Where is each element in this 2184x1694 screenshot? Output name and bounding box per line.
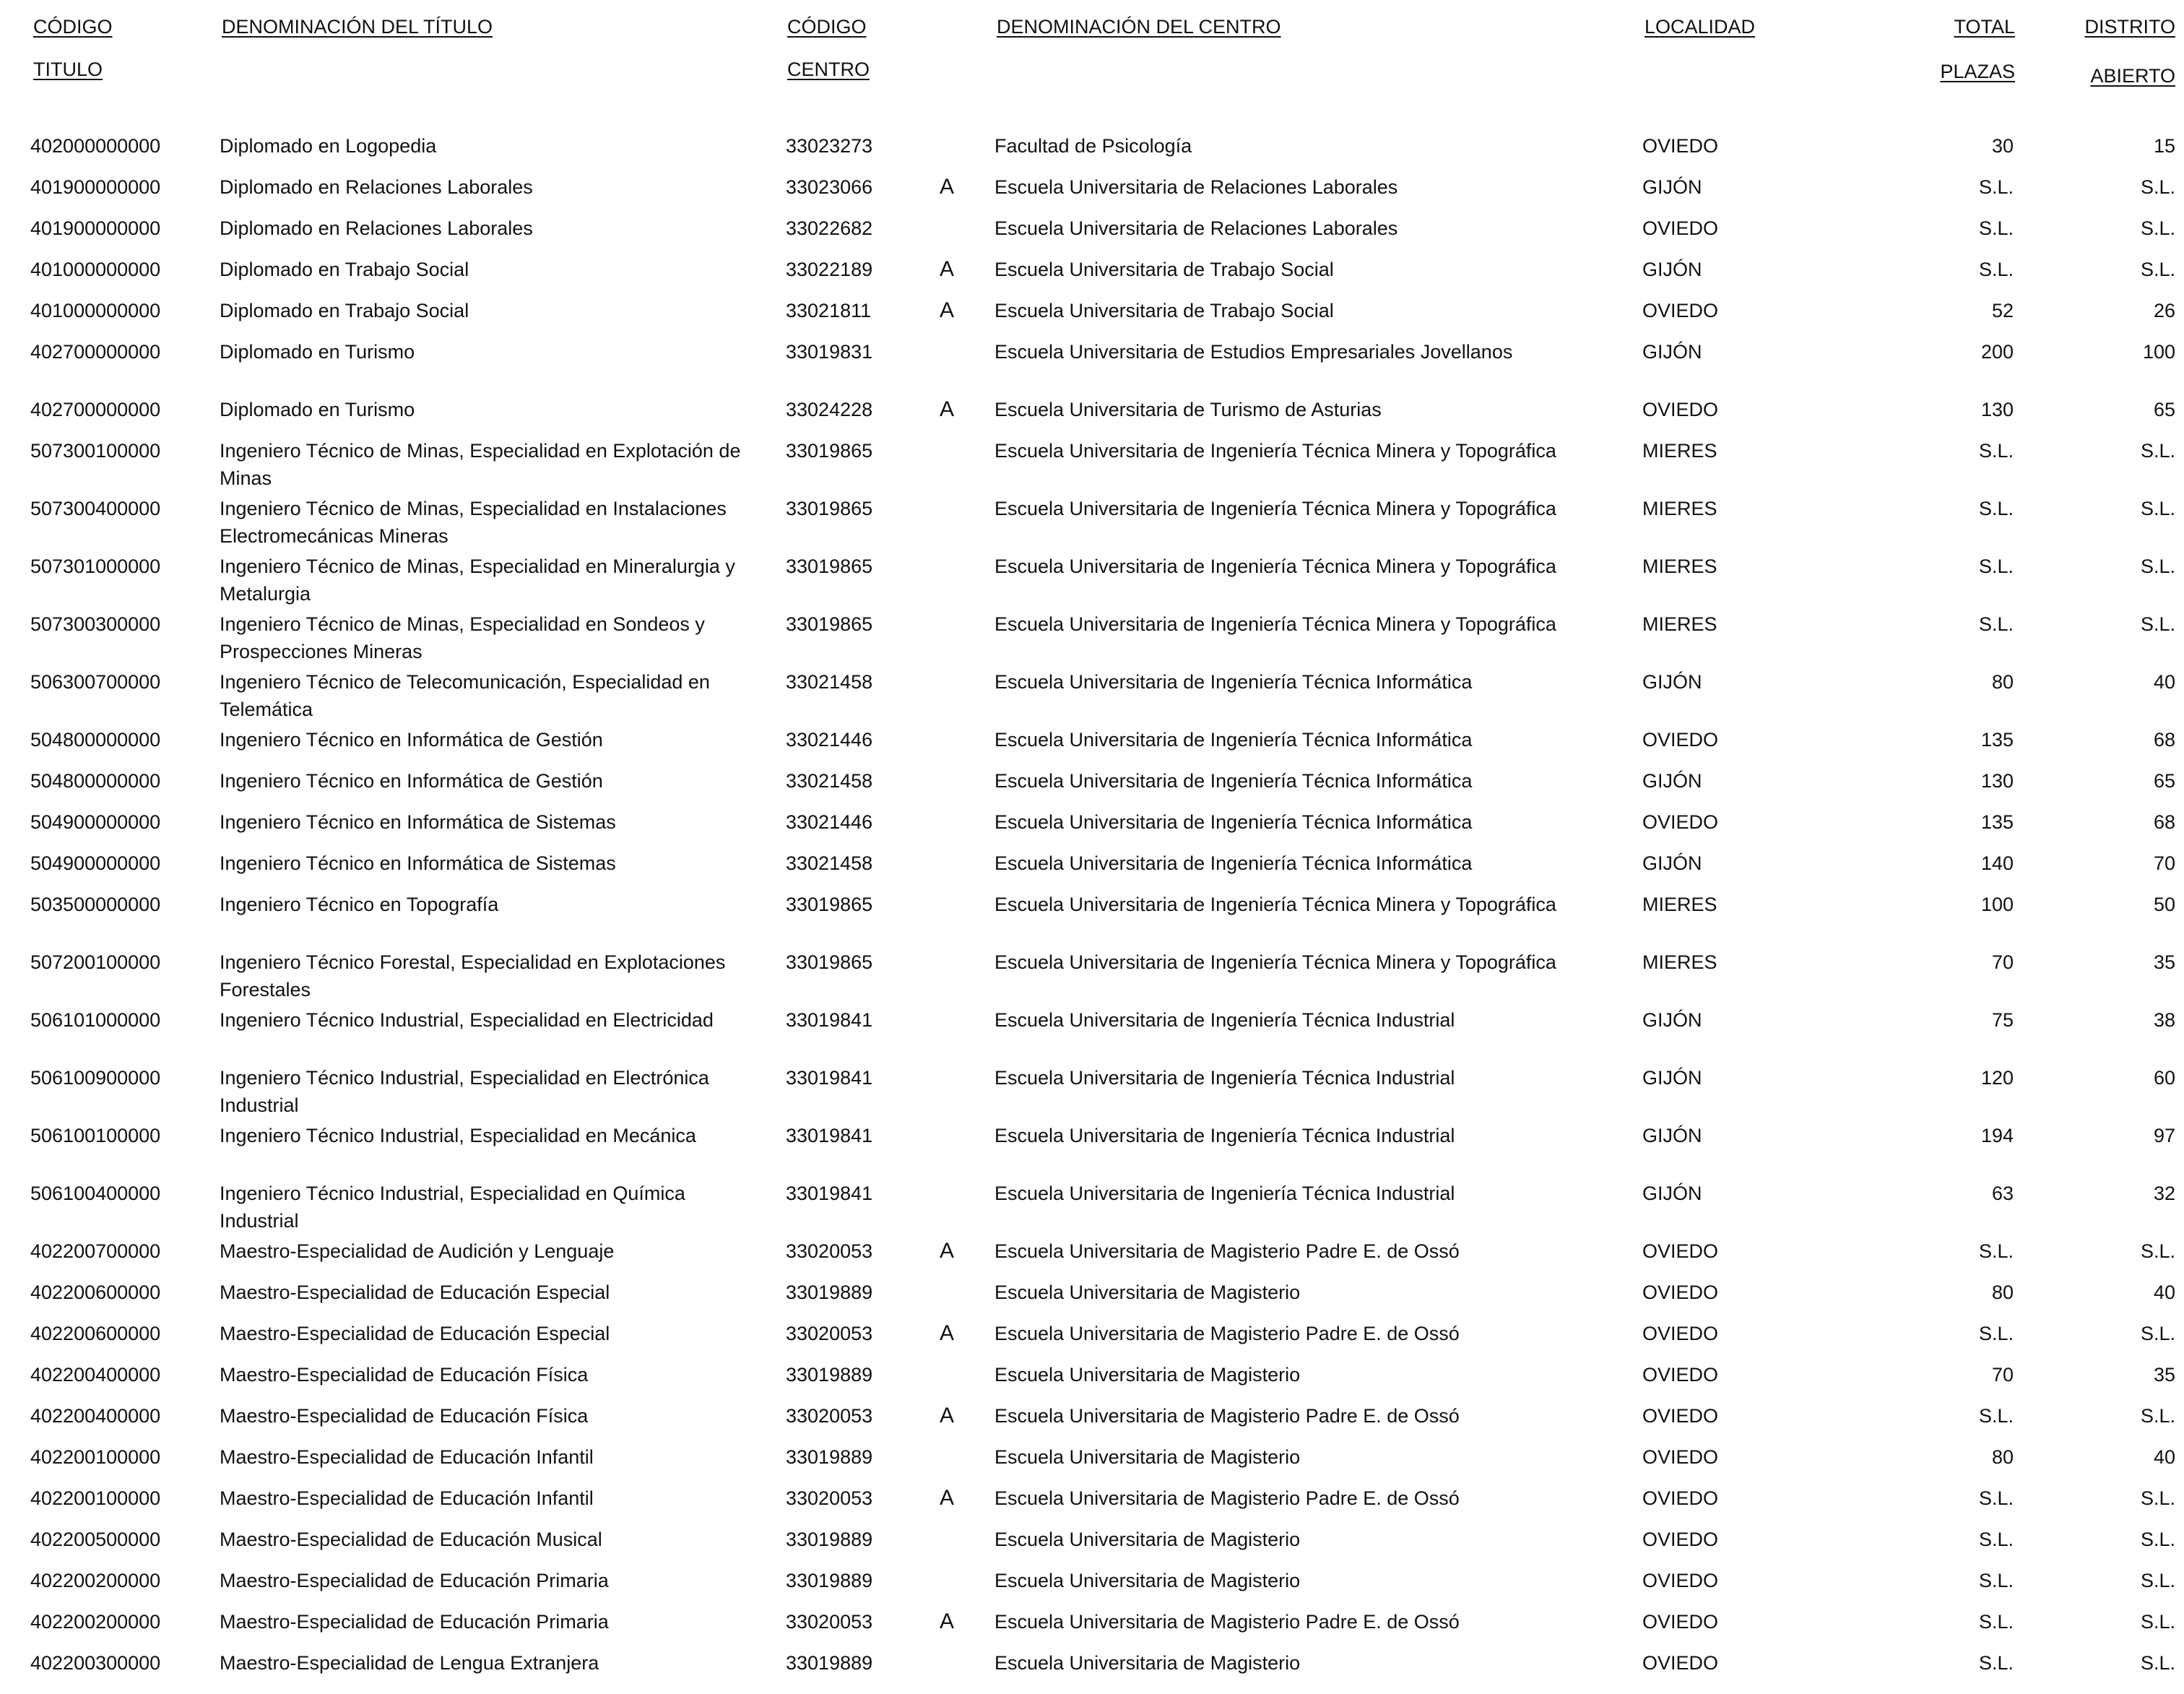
cell-codigo-centro: 33022189 (786, 259, 873, 280)
cell-total-plazas: S.L. (1978, 1240, 2014, 1262)
cell-denominacion-titulo: Ingeniero Técnico de Minas, Especialidad en Instalaciones Electromecánicas Mineras (220, 498, 727, 547)
cell-marca-a: A (940, 1404, 955, 1427)
cell-distrito-abierto: S.L. (2140, 1570, 2175, 1591)
cell-marca-a: A (940, 175, 955, 199)
cell-denominacion-titulo: Ingeniero Técnico Industrial, Especialidad en Electricidad (220, 1009, 714, 1031)
cell-denominacion-centro: Escuela Universitaria de Estudios Empresariales Jovellanos (994, 341, 1513, 363)
cell-denominacion-centro: Escuela Universitaria de Magisterio (994, 1446, 1301, 1468)
header-distrito-abierto-1: DISTRITO (2084, 16, 2175, 38)
cell-distrito-abierto: 70 (2153, 852, 2175, 874)
cell-total-plazas: 135 (1980, 729, 2014, 751)
cell-total-plazas: 30 (1991, 135, 2014, 157)
cell-codigo-titulo: 402200600000 (30, 1282, 161, 1303)
cell-localidad: GIJÓN (1642, 176, 1702, 198)
cell-codigo-titulo: 402000000000 (30, 135, 161, 157)
cell-distrito-abierto: 50 (2153, 894, 2175, 915)
cell-denominacion-titulo: Ingeniero Técnico en Informática de Gestión (220, 770, 603, 792)
cell-localidad: MIERES (1642, 894, 1717, 915)
cell-total-plazas: S.L. (1978, 217, 2014, 239)
cell-codigo-centro: 33019889 (786, 1652, 873, 1674)
cell-denominacion-titulo: Ingeniero Técnico Industrial, Especialidad en Mecánica (220, 1125, 696, 1146)
cell-distrito-abierto: 65 (2153, 770, 2175, 792)
cell-denominacion-centro: Escuela Universitaria de Ingeniería Técnica Industrial (994, 1183, 1455, 1204)
cell-denominacion-titulo: Diplomado en Logopedia (220, 135, 437, 157)
cell-codigo-centro: 33019865 (786, 613, 873, 635)
cell-denominacion-centro: Escuela Universitaria de Ingeniería Técnica Informática (994, 811, 1473, 833)
cell-localidad: OVIEDO (1642, 729, 1719, 751)
cell-total-plazas: S.L. (1978, 440, 2014, 462)
cell-codigo-titulo: 507300300000 (30, 613, 161, 635)
cell-total-plazas: 130 (1980, 770, 2014, 792)
cell-denominacion-titulo: Diplomado en Trabajo Social (220, 300, 469, 321)
cell-denominacion-centro: Escuela Universitaria de Ingeniería Técnica Informática (994, 852, 1473, 874)
cell-denominacion-centro: Escuela Universitaria de Ingeniería Técnica Minera y Topográfica (994, 951, 1556, 973)
cell-distrito-abierto: 40 (2153, 1446, 2175, 1468)
cell-codigo-titulo: 506101000000 (30, 1009, 161, 1031)
cell-distrito-abierto: S.L. (2140, 1405, 2175, 1427)
cell-total-plazas: S.L. (1978, 1529, 2014, 1550)
cell-codigo-centro: 33019889 (786, 1529, 873, 1550)
cell-localidad: MIERES (1642, 951, 1717, 973)
cell-denominacion-centro: Escuela Universitaria de Magisterio Padre E. de Ossó (994, 1240, 1460, 1262)
cell-codigo-titulo: 402700000000 (30, 399, 161, 420)
cell-denominacion-centro: Escuela Universitaria de Ingeniería Técnica Minera y Topográfica (994, 498, 1556, 519)
cell-codigo-centro: 33020053 (786, 1240, 873, 1262)
cell-codigo-titulo: 402700000000 (30, 341, 161, 363)
cell-localidad: MIERES (1642, 556, 1717, 577)
cell-denominacion-centro: Escuela Universitaria de Magisterio (994, 1529, 1301, 1550)
cell-localidad: OVIEDO (1642, 135, 1719, 157)
header-codigo-titulo-2: TITULO (33, 59, 103, 80)
cell-denominacion-titulo: Maestro-Especialidad de Audición y Lenguaje (220, 1240, 615, 1262)
cell-denominacion-titulo: Maestro-Especialidad de Educación Musical (220, 1529, 602, 1550)
cell-denominacion-centro: Escuela Universitaria de Ingeniería Técnica Industrial (994, 1009, 1455, 1031)
cell-denominacion-centro: Escuela Universitaria de Ingeniería Técnica Informática (994, 729, 1473, 751)
cell-codigo-titulo: 402200400000 (30, 1364, 161, 1386)
cell-denominacion-titulo: Maestro-Especialidad de Lengua Extranjera (220, 1652, 599, 1674)
cell-distrito-abierto: 38 (2153, 1009, 2175, 1031)
cell-codigo-titulo: 401900000000 (30, 176, 161, 198)
cell-denominacion-titulo: Maestro-Especialidad de Educación Física (220, 1405, 589, 1427)
cell-distrito-abierto: S.L. (2140, 259, 2175, 280)
cell-total-plazas: S.L. (1978, 1405, 2014, 1427)
cell-localidad: GIJÓN (1642, 1067, 1702, 1089)
cell-localidad: GIJÓN (1642, 341, 1702, 363)
cell-denominacion-centro: Escuela Universitaria de Magisterio Padre E. de Ossó (994, 1487, 1460, 1509)
cell-codigo-titulo: 507200100000 (30, 951, 161, 973)
header-distrito-abierto-2: ABIERTO (2090, 65, 2175, 87)
cell-total-plazas: 140 (1980, 852, 2014, 874)
cell-total-plazas: S.L. (1978, 1323, 2014, 1344)
cell-localidad: OVIEDO (1642, 1323, 1719, 1344)
cell-distrito-abierto: S.L. (2140, 1240, 2175, 1262)
cell-distrito-abierto: 35 (2153, 1364, 2175, 1386)
header-codigo-centro-1: CÓDIGO (787, 16, 867, 38)
cell-codigo-centro: 33021458 (786, 852, 873, 874)
header-localidad: LOCALIDAD (1644, 16, 1756, 38)
cell-codigo-titulo: 401000000000 (30, 259, 161, 280)
cell-denominacion-titulo: Ingeniero Técnico de Minas, Especialidad en Explotación de Minas (220, 440, 741, 489)
cell-denominacion-titulo: Diplomado en Trabajo Social (220, 259, 469, 280)
cell-codigo-centro: 33021446 (786, 811, 873, 833)
cell-denominacion-titulo: Diplomado en Relaciones Laborales (220, 176, 533, 198)
cell-localidad: OVIEDO (1642, 1240, 1719, 1262)
cell-marca-a: A (940, 257, 955, 281)
cell-localidad: OVIEDO (1642, 1570, 1719, 1591)
cell-localidad: GIJÓN (1642, 852, 1702, 874)
cell-codigo-centro: 33021458 (786, 770, 873, 792)
cell-distrito-abierto: S.L. (2140, 217, 2175, 239)
cell-distrito-abierto: 60 (2153, 1067, 2175, 1089)
cell-codigo-titulo: 504900000000 (30, 811, 161, 833)
cell-denominacion-centro: Escuela Universitaria de Magisterio Padre E. de Ossó (994, 1323, 1460, 1344)
cell-codigo-titulo: 506100100000 (30, 1125, 161, 1146)
cell-denominacion-centro: Escuela Universitaria de Ingeniería Técnica Informática (994, 671, 1473, 693)
cell-denominacion-titulo: Diplomado en Turismo (220, 341, 415, 363)
cell-distrito-abierto: 68 (2153, 811, 2175, 833)
cell-denominacion-centro: Escuela Universitaria de Magisterio Padre E. de Ossó (994, 1611, 1460, 1633)
cell-codigo-titulo: 402200600000 (30, 1323, 161, 1344)
cell-denominacion-titulo: Maestro-Especialidad de Educación Primaria (220, 1611, 609, 1633)
cell-marca-a: A (940, 1486, 955, 1510)
cell-denominacion-centro: Escuela Universitaria de Turismo de Asturias (994, 399, 1382, 420)
header-total-plazas-2: PLAZAS (1940, 61, 2015, 82)
cell-denominacion-centro: Escuela Universitaria de Trabajo Social (994, 300, 1334, 321)
cell-codigo-titulo: 506100900000 (30, 1067, 161, 1089)
cell-codigo-titulo: 504900000000 (30, 852, 161, 874)
cell-denominacion-centro: Escuela Universitaria de Ingeniería Técnica Minera y Topográfica (994, 440, 1556, 462)
cell-total-plazas: 130 (1980, 399, 2014, 420)
cell-total-plazas: S.L. (1978, 556, 2014, 577)
cell-total-plazas: 80 (1991, 1282, 2014, 1303)
cell-codigo-titulo: 402200300000 (30, 1652, 161, 1674)
cell-denominacion-centro: Escuela Universitaria de Magisterio (994, 1570, 1301, 1591)
cell-total-plazas: S.L. (1978, 498, 2014, 519)
cell-localidad: GIJÓN (1642, 1183, 1702, 1204)
cell-distrito-abierto: S.L. (2140, 498, 2175, 519)
cell-total-plazas: 75 (1991, 1009, 2014, 1031)
cell-distrito-abierto: S.L. (2140, 613, 2175, 635)
cell-codigo-centro: 33021446 (786, 729, 873, 751)
cell-total-plazas: 70 (1991, 1364, 2014, 1386)
cell-total-plazas: 194 (1980, 1125, 2014, 1146)
cell-localidad: MIERES (1642, 440, 1717, 462)
cell-denominacion-titulo: Maestro-Especialidad de Educación Especial (220, 1323, 610, 1344)
cell-codigo-centro: 33019865 (786, 556, 873, 577)
cell-localidad: OVIEDO (1642, 1529, 1719, 1550)
cell-codigo-titulo: 504800000000 (30, 770, 161, 792)
cell-localidad: GIJÓN (1642, 259, 1702, 280)
cell-total-plazas: S.L. (1978, 1570, 2014, 1591)
cell-distrito-abierto: 26 (2153, 300, 2175, 321)
cell-localidad: OVIEDO (1642, 811, 1719, 833)
cell-denominacion-titulo: Ingeniero Técnico en Informática de Sistemas (220, 852, 616, 874)
cell-denominacion-titulo: Ingeniero Técnico de Telecomunicación, Especialidad en Telemática (220, 671, 710, 720)
cell-codigo-titulo: 507300100000 (30, 440, 161, 462)
cell-localidad: OVIEDO (1642, 1487, 1719, 1509)
cell-codigo-titulo: 503500000000 (30, 894, 161, 915)
cell-codigo-centro: 33020053 (786, 1323, 873, 1344)
cell-localidad: GIJÓN (1642, 1009, 1702, 1031)
cell-denominacion-centro: Escuela Universitaria de Ingeniería Técnica Industrial (994, 1125, 1455, 1146)
cell-localidad: OVIEDO (1642, 217, 1719, 239)
cell-codigo-titulo: 401000000000 (30, 300, 161, 321)
cell-denominacion-centro: Escuela Universitaria de Ingeniería Técnica Minera y Topográfica (994, 613, 1556, 635)
cell-localidad: OVIEDO (1642, 300, 1719, 321)
cell-codigo-centro: 33024228 (786, 399, 873, 420)
cell-denominacion-centro: Escuela Universitaria de Relaciones Laborales (994, 217, 1398, 239)
cell-codigo-titulo: 402200200000 (30, 1570, 161, 1591)
cell-localidad: OVIEDO (1642, 1282, 1719, 1303)
cell-total-plazas: S.L. (1978, 176, 2014, 198)
cell-codigo-titulo: 401900000000 (30, 217, 161, 239)
cell-total-plazas: 52 (1991, 300, 2014, 321)
cell-denominacion-centro: Escuela Universitaria de Ingeniería Técnica Industrial (994, 1067, 1455, 1089)
cell-denominacion-centro: Escuela Universitaria de Magisterio (994, 1652, 1301, 1674)
cell-distrito-abierto: S.L. (2140, 440, 2175, 462)
cell-codigo-centro: 33019841 (786, 1009, 873, 1031)
cell-codigo-titulo: 507301000000 (30, 556, 161, 577)
cell-codigo-centro: 33019841 (786, 1183, 873, 1204)
cell-distrito-abierto: S.L. (2140, 1529, 2175, 1550)
cell-codigo-centro: 33021458 (786, 671, 873, 693)
cell-denominacion-centro: Escuela Universitaria de Ingeniería Técnica Minera y Topográfica (994, 556, 1556, 577)
cell-distrito-abierto: S.L. (2140, 1652, 2175, 1674)
cell-distrito-abierto: S.L. (2140, 556, 2175, 577)
cell-distrito-abierto: S.L. (2140, 1323, 2175, 1344)
cell-total-plazas: 80 (1991, 671, 2014, 693)
header-total-plazas-1: TOTAL (1954, 16, 2015, 38)
cell-codigo-titulo: 506300700000 (30, 671, 161, 693)
cell-codigo-titulo: 402200700000 (30, 1240, 161, 1262)
cell-denominacion-titulo: Maestro-Especialidad de Educación Infantil (220, 1487, 594, 1509)
cell-codigo-titulo: 506100400000 (30, 1183, 161, 1204)
cell-localidad: OVIEDO (1642, 1611, 1719, 1633)
cell-total-plazas: S.L. (1978, 1487, 2014, 1509)
cell-codigo-titulo: 402200500000 (30, 1529, 161, 1550)
cell-codigo-centro: 33019841 (786, 1067, 873, 1089)
cell-codigo-centro: 33023273 (786, 135, 873, 157)
header-codigo-centro-2: CENTRO (787, 59, 870, 80)
cell-total-plazas: S.L. (1978, 1611, 2014, 1633)
cell-total-plazas: 135 (1980, 811, 2014, 833)
header-denominacion-centro: DENOMINACIÓN DEL CENTRO (997, 16, 1281, 38)
cell-codigo-centro: 33020053 (786, 1611, 873, 1633)
cell-marca-a: A (940, 1321, 955, 1345)
cell-denominacion-centro: Escuela Universitaria de Ingeniería Técnica Informática (994, 770, 1473, 792)
cell-localidad: MIERES (1642, 498, 1717, 519)
cell-localidad: GIJÓN (1642, 671, 1702, 693)
cell-total-plazas: 80 (1991, 1446, 2014, 1468)
cell-codigo-centro: 33019831 (786, 341, 873, 363)
cell-localidad: OVIEDO (1642, 1405, 1719, 1427)
cell-denominacion-titulo: Maestro-Especialidad de Educación Física (220, 1364, 589, 1386)
cell-codigo-centro: 33019865 (786, 440, 873, 462)
cell-marca-a: A (940, 1609, 955, 1633)
cell-codigo-centro: 33019889 (786, 1282, 873, 1303)
cell-codigo-titulo: 402200400000 (30, 1405, 161, 1427)
cell-codigo-centro: 33019865 (786, 894, 873, 915)
cell-distrito-abierto: 97 (2153, 1125, 2175, 1146)
cell-codigo-centro: 33019865 (786, 951, 873, 973)
cell-total-plazas: 200 (1980, 341, 2014, 363)
cell-denominacion-titulo: Diplomado en Turismo (220, 399, 415, 420)
cell-denominacion-titulo: Ingeniero Técnico Industrial, Especialidad en Química Industrial (220, 1183, 685, 1232)
cell-codigo-centro: 33019865 (786, 498, 873, 519)
cell-marca-a: A (940, 397, 955, 421)
header-denominacion-titulo: DENOMINACIÓN DEL TÍTULO (222, 16, 493, 38)
cell-total-plazas: 100 (1980, 894, 2014, 915)
cell-total-plazas: S.L. (1978, 259, 2014, 280)
cell-distrito-abierto: 15 (2153, 135, 2175, 157)
cell-localidad: OVIEDO (1642, 399, 1719, 420)
cell-denominacion-titulo: Maestro-Especialidad de Educación Infantil (220, 1446, 594, 1468)
cell-localidad: GIJÓN (1642, 1125, 1702, 1146)
cell-denominacion-centro: Facultad de Psicología (994, 135, 1192, 157)
cell-distrito-abierto: 35 (2153, 951, 2175, 973)
cell-distrito-abierto: 40 (2153, 1282, 2175, 1303)
cell-denominacion-centro: Escuela Universitaria de Magisterio Padre E. de Ossó (994, 1405, 1460, 1427)
cell-denominacion-centro: Escuela Universitaria de Ingeniería Técnica Minera y Topográfica (994, 894, 1556, 915)
cell-denominacion-centro: Escuela Universitaria de Trabajo Social (994, 259, 1334, 280)
cell-localidad: OVIEDO (1642, 1446, 1719, 1468)
cell-codigo-titulo: 402200200000 (30, 1611, 161, 1633)
cell-marca-a: A (940, 1239, 955, 1263)
cell-denominacion-titulo: Ingeniero Técnico de Minas, Especialidad en Mineralurgia y Metalurgia (220, 556, 735, 605)
cell-codigo-centro: 33019889 (786, 1446, 873, 1468)
cell-denominacion-titulo: Maestro-Especialidad de Educación Especial (220, 1282, 610, 1303)
cell-codigo-titulo: 402200100000 (30, 1446, 161, 1468)
cell-codigo-titulo: 402200100000 (30, 1487, 161, 1509)
cell-localidad: MIERES (1642, 613, 1717, 635)
cell-codigo-centro: 33019889 (786, 1570, 873, 1591)
cell-total-plazas: S.L. (1978, 613, 2014, 635)
cell-denominacion-titulo: Maestro-Especialidad de Educación Primaria (220, 1570, 609, 1591)
cell-codigo-centro: 33020053 (786, 1487, 873, 1509)
cell-distrito-abierto: 40 (2153, 671, 2175, 693)
cell-total-plazas: 70 (1991, 951, 2014, 973)
cell-distrito-abierto: 68 (2153, 729, 2175, 751)
cell-distrito-abierto: 32 (2153, 1183, 2175, 1204)
cell-codigo-centro: 33023066 (786, 176, 873, 198)
cell-distrito-abierto: 100 (2142, 341, 2175, 363)
cell-distrito-abierto: S.L. (2140, 1611, 2175, 1633)
header-codigo-titulo-1: CÓDIGO (33, 16, 113, 38)
cell-total-plazas: 120 (1980, 1067, 2014, 1089)
cell-denominacion-centro: Escuela Universitaria de Magisterio (994, 1364, 1301, 1386)
cell-localidad: OVIEDO (1642, 1364, 1719, 1386)
cell-denominacion-titulo: Diplomado en Relaciones Laborales (220, 217, 533, 239)
cell-codigo-titulo: 504800000000 (30, 729, 161, 751)
cell-localidad: OVIEDO (1642, 1652, 1719, 1674)
cell-distrito-abierto: 65 (2153, 399, 2175, 420)
cell-denominacion-titulo: Ingeniero Técnico Industrial, Especialidad en Electrónica Industrial (220, 1067, 709, 1116)
cell-codigo-centro: 33019889 (786, 1364, 873, 1386)
cell-codigo-centro: 33022682 (786, 217, 873, 239)
cell-denominacion-titulo: Ingeniero Técnico Forestal, Especialidad en Explotaciones Forestales (220, 951, 726, 1001)
cell-denominacion-titulo: Ingeniero Técnico en Topografía (220, 894, 499, 915)
cell-denominacion-titulo: Ingeniero Técnico en Informática de Gestión (220, 729, 603, 751)
cell-denominacion-titulo: Ingeniero Técnico de Minas, Especialidad en Sondeos y Prospecciones Mineras (220, 613, 705, 662)
cell-codigo-titulo: 507300400000 (30, 498, 161, 519)
cell-denominacion-centro: Escuela Universitaria de Magisterio (994, 1282, 1301, 1303)
cell-distrito-abierto: S.L. (2140, 1487, 2175, 1509)
cell-distrito-abierto: S.L. (2140, 176, 2175, 198)
cell-codigo-centro: 33021811 (786, 300, 872, 321)
cell-localidad: GIJÓN (1642, 770, 1702, 792)
cell-total-plazas: 63 (1991, 1183, 2014, 1204)
cell-denominacion-titulo: Ingeniero Técnico en Informática de Sistemas (220, 811, 616, 833)
cell-total-plazas: S.L. (1978, 1652, 2014, 1674)
cell-marca-a: A (940, 298, 955, 322)
cell-codigo-centro: 33019841 (786, 1125, 873, 1146)
cell-codigo-centro: 33020053 (786, 1405, 873, 1427)
cell-denominacion-centro: Escuela Universitaria de Relaciones Laborales (994, 176, 1398, 198)
